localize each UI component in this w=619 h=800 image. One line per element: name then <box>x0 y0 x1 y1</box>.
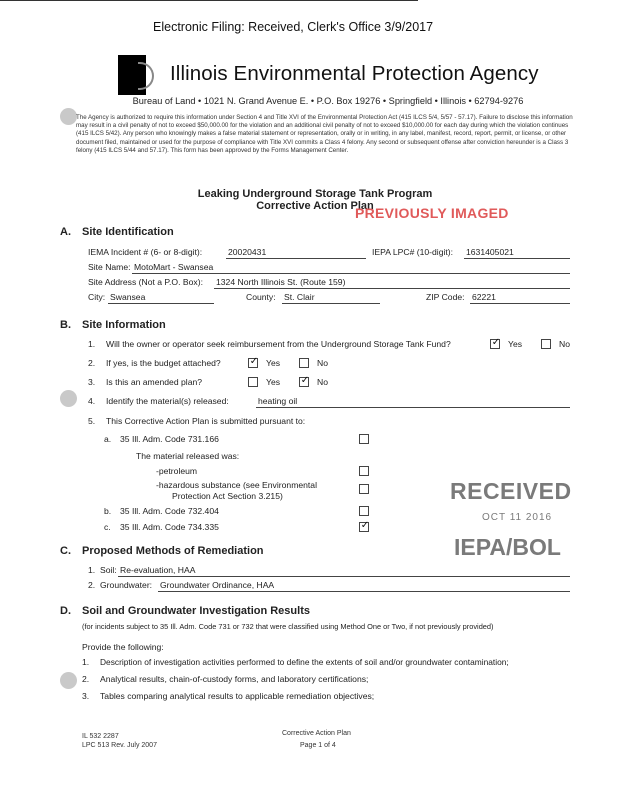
q1-text: Will the owner or operator seek reimbursement from the Underground Storage Tank Fund? <box>106 339 451 349</box>
q1-yes-checkbox[interactable] <box>490 339 500 349</box>
county-label: County: <box>246 292 276 302</box>
groundwater-value[interactable]: Groundwater Ordinance, HAA <box>160 580 275 590</box>
site-address-value[interactable]: 1324 North Illinois St. (Route 159) <box>216 277 346 287</box>
option-b-text: 35 Ill. Adm. Code 732.404 <box>120 506 219 516</box>
q3-text: Is this an amended plan? <box>106 377 203 387</box>
q2-no-label: No <box>317 358 328 368</box>
soil-underline <box>118 576 570 577</box>
received-stamp: RECEIVED <box>450 478 572 504</box>
check-mark-icon: ✓ <box>249 356 259 367</box>
q1-no-checkbox[interactable] <box>541 339 551 349</box>
site-name-underline <box>132 273 570 274</box>
option-c-letter: c. <box>104 522 111 532</box>
groundwater-label: Groundwater: <box>100 580 153 590</box>
soil-label: Soil: <box>100 565 117 575</box>
q3-no-checkbox[interactable] <box>299 377 309 387</box>
q4-number: 4. <box>88 396 96 406</box>
q2-yes-label: Yes <box>266 358 281 368</box>
q2-number: 2. <box>88 358 96 368</box>
city-label: City: <box>88 292 106 302</box>
section-a-heading: Site Identification <box>82 226 174 238</box>
q2-yes-checkbox[interactable] <box>248 358 258 368</box>
section-b-heading: Site Information <box>82 319 166 331</box>
hazardous-label-2: Protection Act Section 3.215) <box>172 491 283 501</box>
item2-number: 2. <box>82 674 90 684</box>
section-d-note: (for incidents subject to 35 Ill. Adm. Code 731 or 732 that were classified using Method One or Two, if not previously provided) <box>82 622 494 631</box>
soil-value[interactable]: Re-evaluation, HAA <box>120 565 196 575</box>
incident-value[interactable]: 20020431 <box>228 247 267 257</box>
lpc-value[interactable]: 1631405021 <box>466 247 514 257</box>
material-label: The material released was: <box>136 451 240 461</box>
section-c-letter: C. <box>60 545 71 557</box>
site-name-value[interactable]: MotoMart - Swansea <box>134 262 214 272</box>
q4-text: Identify the material(s) released: <box>106 396 229 406</box>
hazardous-checkbox[interactable] <box>359 484 369 494</box>
zip-value[interactable]: 62221 <box>472 292 496 302</box>
option-c-text: 35 Ill. Adm. Code 734.335 <box>120 522 219 532</box>
agency-logo-arc <box>138 62 154 90</box>
q2-no-checkbox[interactable] <box>299 358 309 368</box>
form-title: Corrective Action Plan <box>256 200 374 212</box>
county-value[interactable]: St. Clair <box>284 292 315 302</box>
option-b-letter: b. <box>104 506 112 516</box>
q3-number: 3. <box>88 377 96 387</box>
agency-name: Illinois Environmental Protection Agency <box>170 62 539 85</box>
check-mark-icon: ✓ <box>491 337 501 348</box>
option-a-checkbox[interactable] <box>359 434 369 444</box>
section-b-letter: B. <box>60 319 71 331</box>
site-name-label: Site Name: <box>88 262 131 272</box>
groundwater-number: 2. <box>88 580 96 590</box>
item3-text: Tables comparing analytical results to applicable remediation objectives; <box>100 691 375 701</box>
provide-label: Provide the following: <box>82 642 164 652</box>
previously-imaged-stamp: PREVIOUSLY IMAGED <box>355 205 509 221</box>
item1-number: 1. <box>82 657 90 667</box>
check-mark-icon: ✓ <box>300 375 310 386</box>
petroleum-label: -petroleum <box>156 466 198 476</box>
punch-hole-bottom <box>60 672 77 689</box>
q5-number: 5. <box>88 416 96 426</box>
footer-form-name: Corrective Action Plan <box>282 730 351 737</box>
option-a-text: 35 Ill. Adm. Code 731.166 <box>120 434 219 444</box>
q2-text: If yes, is the budget attached? <box>106 358 221 368</box>
legal-disclaimer: The Agency is authorized to require this information under Section 4 and Title XVI of the Environmental Protection Act (415 ILCS 5/4, 5/57 - 57.17). Failure to disclose this information may result in a civil penalty of not to exceed $50,000.00 for the violation and an additional civil penalty of not to exceed $10,000.00 for each day during which the violation continues (415 ILCS 5/42). Any person who knowingly makes a false material statement or representation, orally or in writing, in any label, manifest, record, report, permit, or license, or other document filed, maintained or used for the purpose of compliance with Title XVI commits a Class 4 felony. Any second or subsequent offense after conviction hereunder is a Class 3 felony (415 ILCS 5/44 and 57.17). This form has been approved by the Forms Management Center. <box>76 114 573 154</box>
footer-form-code: IL 532 2287 <box>82 733 119 740</box>
site-address-underline <box>214 288 570 289</box>
section-d-letter: D. <box>60 605 71 617</box>
q3-yes-label: Yes <box>266 377 281 387</box>
received-bureau: IEPA/BOL <box>454 534 561 560</box>
punch-hole-top <box>60 108 77 125</box>
program-title: Leaking Underground Storage Tank Program <box>197 188 433 200</box>
option-c-checkbox[interactable] <box>359 522 369 532</box>
petroleum-checkbox[interactable] <box>359 466 369 476</box>
section-d-heading: Soil and Groundwater Investigation Results <box>82 605 310 617</box>
incident-underline <box>226 258 366 259</box>
option-a-letter: a. <box>104 434 112 444</box>
groundwater-underline <box>158 591 570 592</box>
site-address-label: Site Address (Not a P.O. Box): <box>88 277 203 287</box>
lpc-underline <box>464 258 570 259</box>
soil-number: 1. <box>88 565 96 575</box>
city-underline <box>108 303 214 304</box>
q4-value[interactable]: heating oil <box>258 396 298 406</box>
item3-number: 3. <box>82 691 90 701</box>
header-rule <box>0 0 418 1</box>
county-underline <box>282 303 380 304</box>
q1-number: 1. <box>88 339 96 349</box>
q3-yes-checkbox[interactable] <box>248 377 258 387</box>
filing-notice: Electronic Filing: Received, Clerk's Office 3/9/2017 <box>153 20 434 34</box>
zip-label: ZIP Code: <box>426 292 465 302</box>
section-c-heading: Proposed Methods of Remediation <box>82 545 264 557</box>
incident-label: IEMA Incident # (6- or 8-digit): <box>88 247 203 257</box>
footer-page-number: Page 1 of 4 <box>300 742 336 749</box>
city-value[interactable]: Swansea <box>110 292 146 302</box>
punch-hole-middle <box>60 390 77 407</box>
q1-no-label: No <box>559 339 570 349</box>
hazardous-label-1: -hazardous substance (see Environmental <box>156 480 317 490</box>
option-b-checkbox[interactable] <box>359 506 369 516</box>
lpc-label: IEPA LPC# (10-digit): <box>372 247 454 257</box>
agency-address: Bureau of Land • 1021 N. Grand Avenue E. • P.O. Box 19276 • Springfield • Illinois • 62794-9276 <box>132 96 524 106</box>
q4-underline <box>256 407 570 408</box>
zip-underline <box>470 303 570 304</box>
q3-no-label: No <box>317 377 328 387</box>
item1-text: Description of investigation activities performed to define the extents of soil and/or groundwater contamination; <box>100 657 509 667</box>
footer-revision: LPC 513 Rev. July 2007 <box>82 742 157 749</box>
q5-text: This Corrective Action Plan is submitted pursuant to: <box>106 416 306 426</box>
received-date: OCT 11 2016 <box>482 512 553 523</box>
item2-text: Analytical results, chain-of-custody forms, and laboratory certifications; <box>100 674 369 684</box>
q1-yes-label: Yes <box>508 339 523 349</box>
section-a-letter: A. <box>60 226 71 238</box>
check-mark-icon: ✓ <box>360 520 370 531</box>
